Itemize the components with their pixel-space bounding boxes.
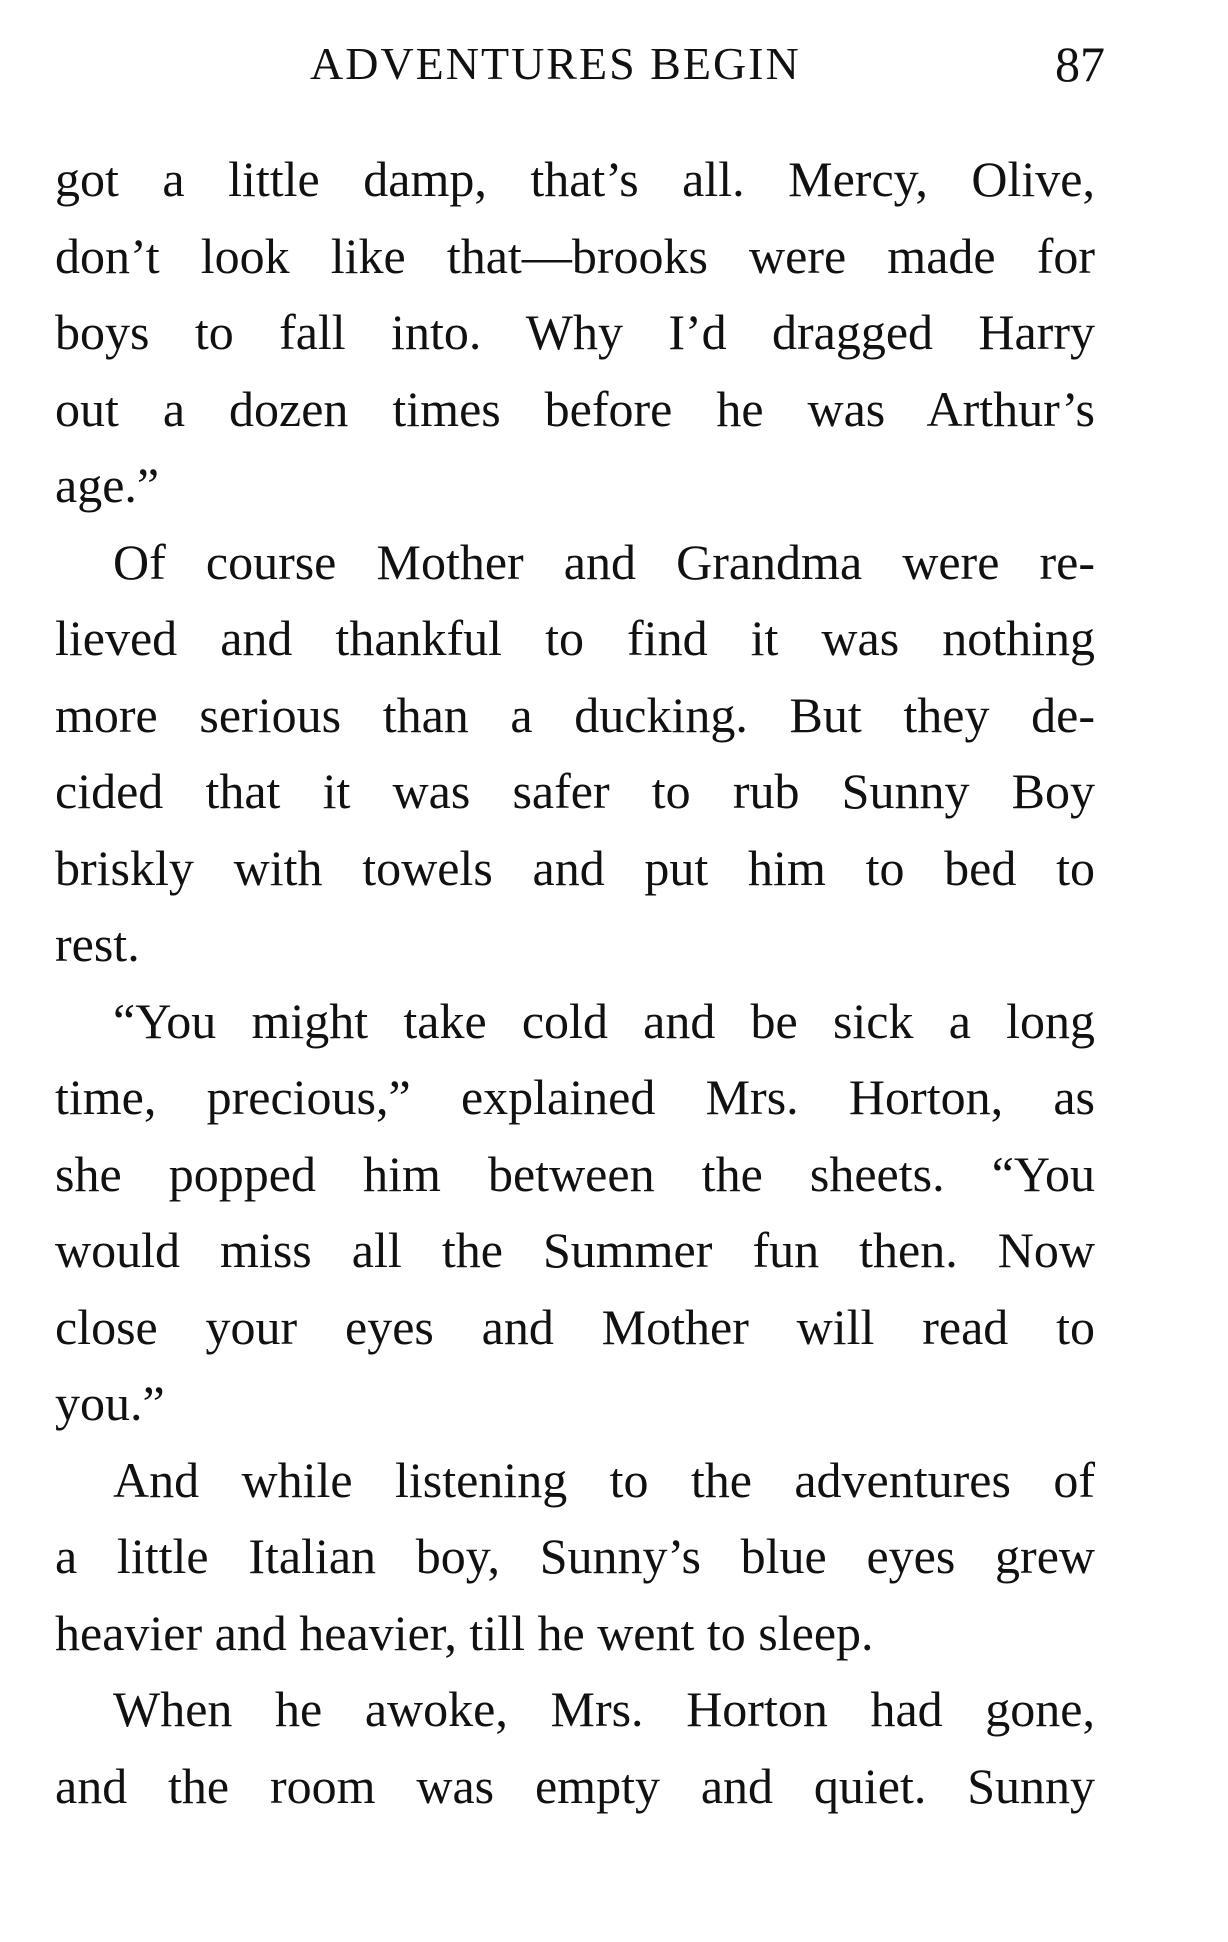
text-line: Of course Mother and Grandma were re- [113, 533, 1095, 590]
text-line: boys to fall into. Why I’d dragged Harry [55, 304, 1095, 360]
paragraph [55, 141, 1095, 524]
text-line: would miss all the Summer fun then. Now [55, 1222, 1095, 1278]
text-line: heavier and heavier, till he went to sleep. [55, 1604, 874, 1661]
text-line: And while listening to the adventures of [113, 1451, 1095, 1508]
page-number: 87 [1055, 36, 1105, 92]
body-text [55, 141, 1095, 1824]
text-line: she popped him between the sheets. “You [55, 1145, 1095, 1202]
text-line: time, precious,” explained Mrs. Horton, as [55, 1069, 1095, 1125]
paragraph [55, 1671, 1095, 1824]
text-line: a little Italian boy, Sunny’s blue eyes grew [55, 1528, 1095, 1584]
text-line: close your eyes and Mother will read to [55, 1298, 1095, 1355]
chapter-title: ADVENTURES BEGIN [310, 38, 801, 89]
text-line: lieved and thankful to find it was nothing [55, 610, 1095, 666]
text-line: got a little damp, that’s all. Mercy, Olive, [55, 151, 1095, 207]
text-line: you.” [55, 1375, 165, 1431]
text-line: rest. [55, 916, 140, 972]
text-line: don’t look like that—brooks were made for [55, 227, 1095, 284]
paragraph [55, 524, 1095, 983]
text-line: cided that it was safer to rub Sunny Boy [55, 763, 1095, 819]
paragraph [55, 983, 1095, 1442]
text-line: briskly with towels and put him to bed to [55, 839, 1095, 896]
text-line: When he awoke, Mrs. Horton had gone, [113, 1681, 1095, 1737]
text-line: “You might take cold and be sick a long [113, 992, 1095, 1049]
text-line: and the room was empty and quiet. Sunny [55, 1757, 1095, 1814]
text-line: age.” [55, 457, 160, 513]
text-line: out a dozen times before he was Arthur’s [55, 380, 1095, 437]
text-line: more serious than a ducking. But they de- [55, 686, 1095, 743]
paragraph [55, 1442, 1095, 1672]
